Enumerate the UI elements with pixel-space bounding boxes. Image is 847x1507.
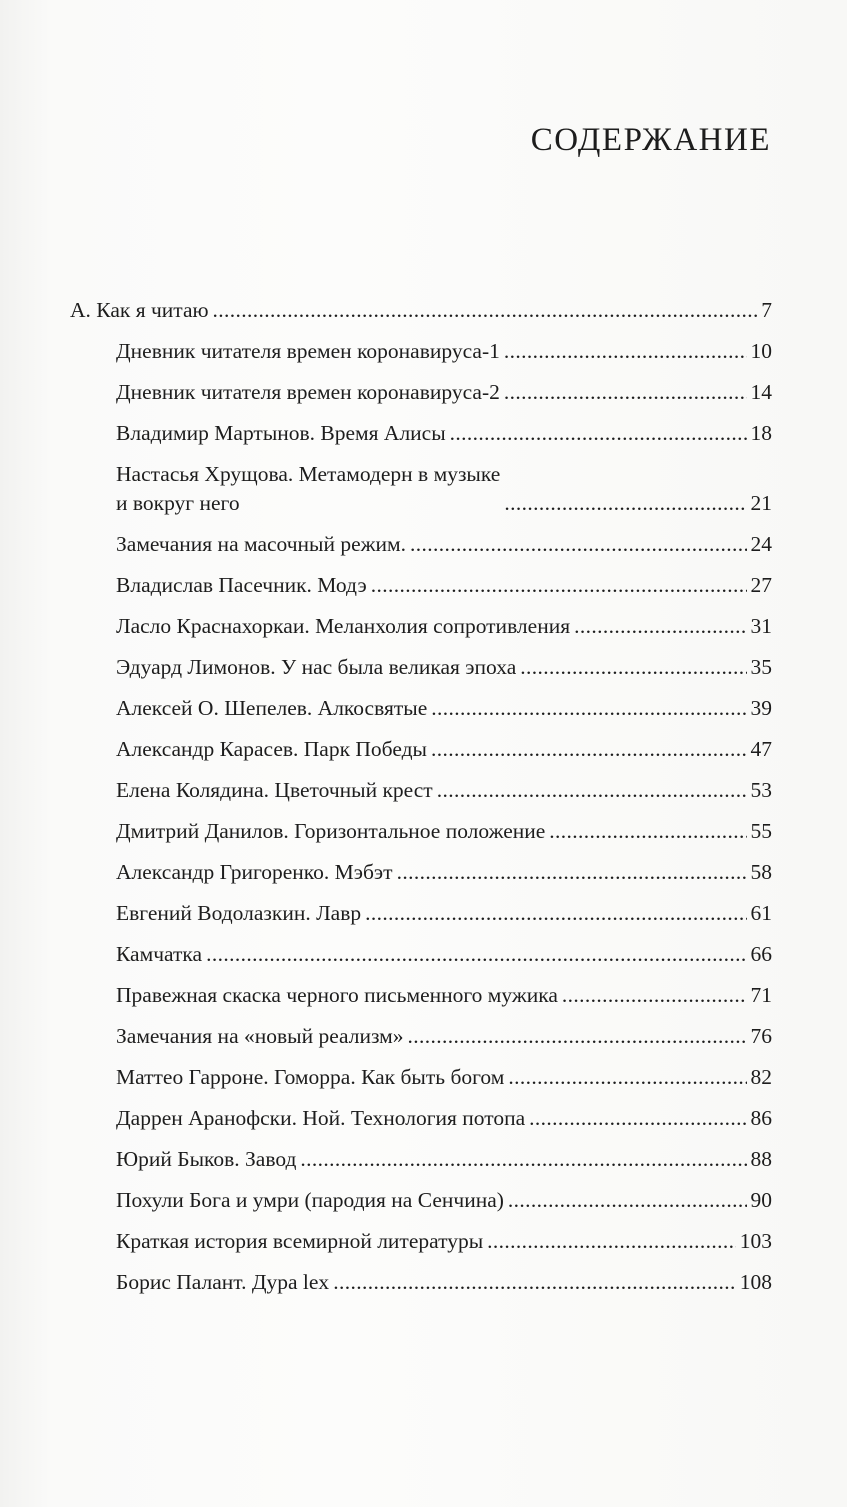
leader-dots: [333, 1268, 736, 1297]
page-title: СОДЕРЖАНИЕ: [530, 122, 771, 158]
toc-entry-page: 88: [750, 1147, 772, 1171]
toc-entry-page: 31: [750, 614, 772, 638]
toc-entry: [70, 419, 772, 448]
leader-dots: [504, 378, 747, 407]
toc-entry-title: Правежная скаска черного письменного мужика: [116, 983, 558, 1007]
leader-dots: [408, 1022, 747, 1051]
toc-entry: [70, 1227, 772, 1256]
toc-entry-page: 103: [739, 1229, 772, 1253]
toc-entry-title: Замечания на «новый реализм»: [116, 1024, 404, 1048]
table-of-contents: [70, 296, 772, 1309]
toc-entry: [70, 530, 772, 559]
toc-entry-page: 27: [750, 573, 772, 597]
leader-dots: [504, 337, 747, 366]
leader-dots: [206, 940, 746, 969]
leader-dots: [574, 612, 746, 641]
leader-dots: [410, 530, 747, 559]
toc-entry-page: 58: [750, 860, 772, 884]
toc-entry: [70, 1104, 772, 1133]
leader-dots: [300, 1145, 746, 1174]
leader-dots: [487, 1227, 736, 1256]
toc-entry-title: Маттео Гарроне. Гоморра. Как быть богом: [116, 1065, 505, 1089]
leader-dots: [213, 296, 758, 325]
toc-entry-title: [116, 460, 500, 518]
toc-entry-page: 21: [750, 491, 772, 515]
toc-entry: [70, 653, 772, 682]
toc-entry-page: 66: [750, 942, 772, 966]
toc-entry: [70, 899, 772, 928]
toc-entry-page: 61: [750, 901, 772, 925]
toc-entry: [70, 460, 772, 518]
toc-entry-page: 55: [750, 819, 772, 843]
leader-dots: [365, 899, 746, 928]
toc-entry: [70, 981, 772, 1010]
toc-entry-title: Даррен Аранофски. Ной. Технология потопа: [116, 1106, 526, 1130]
toc-entry-title: Елена Колядина. Цветочный крест: [116, 778, 433, 802]
toc-entry-page: 53: [750, 778, 772, 802]
toc-entry-page: 108: [739, 1270, 772, 1294]
toc-entry-page: 35: [750, 655, 772, 679]
toc-entry-title: Камчатка: [116, 942, 203, 966]
toc-entry-title: А. Как я читаю: [70, 298, 209, 322]
toc-entry: [70, 337, 772, 366]
toc-entry: [70, 571, 772, 600]
toc-entry: [70, 735, 772, 764]
leader-dots: [549, 817, 746, 846]
leader-dots: [520, 653, 746, 682]
leader-dots: [508, 1063, 746, 1092]
toc-entry-title: Алексей О. Шепелев. Алкосвятые: [116, 696, 428, 720]
toc-entry-title: Дмитрий Данилов. Горизонтальное положение: [116, 819, 546, 843]
toc-entry-title-line: Настасья Хрущова. Метамодерн в музыке: [116, 462, 501, 486]
toc-entry-page: 39: [750, 696, 772, 720]
toc-entry-page: 86: [750, 1106, 772, 1130]
toc-entry-title: Владимир Мартынов. Время Алисы: [116, 421, 446, 445]
toc-entry-title: Эдуард Лимонов. У нас была великая эпоха: [116, 655, 517, 679]
leader-dots: [371, 571, 747, 600]
toc-entry: [70, 940, 772, 969]
toc-entry: [70, 817, 772, 846]
toc-entry: [70, 1063, 772, 1092]
leader-dots: [431, 735, 747, 764]
toc-entry-page: 71: [750, 983, 772, 1007]
leader-dots: [529, 1104, 746, 1133]
toc-entry: [70, 694, 772, 723]
leader-dots: [431, 694, 746, 723]
toc-entry-title: Владислав Пасечник. Модэ: [116, 573, 367, 597]
toc-entry-page: 10: [750, 339, 772, 363]
toc-entry: [70, 296, 772, 325]
leader-dots: [437, 776, 747, 805]
toc-entry-page: 24: [750, 532, 772, 556]
toc-entry: [70, 1022, 772, 1051]
toc-entry-page: 47: [750, 737, 772, 761]
leader-dots: [504, 489, 746, 518]
toc-entry: [70, 858, 772, 887]
toc-entry-page: 82: [750, 1065, 772, 1089]
leader-dots: [562, 981, 747, 1010]
toc-entry-page: 7: [761, 298, 772, 322]
toc-entry-title: Борис Палант. Дура lex: [116, 1270, 330, 1294]
toc-entry-title: Замечания на масочный режим.: [116, 532, 406, 556]
toc-entry: [70, 1268, 772, 1297]
toc-entry-title: Александр Григоренко. Мэбэт: [116, 860, 393, 884]
toc-entry-page: 18: [750, 421, 772, 445]
toc-entry-title: Ласло Краснахоркаи. Меланхолия сопротивления: [116, 614, 571, 638]
toc-entry-title: Евгений Водолазкин. Лавр: [116, 901, 362, 925]
toc-entry-page: 76: [750, 1024, 772, 1048]
toc-entry-title: Александр Карасев. Парк Победы: [116, 737, 427, 761]
toc-entry-title: Похули Бога и умри (пародия на Сенчина): [116, 1188, 504, 1212]
toc-entry-title-line: и вокруг него: [116, 491, 240, 515]
toc-entry-title: Дневник читателя времен коронавируса-2: [116, 380, 500, 404]
leader-dots: [508, 1186, 747, 1215]
toc-entry: [70, 1186, 772, 1215]
toc-entry-page: 90: [750, 1188, 772, 1212]
leader-dots: [450, 419, 747, 448]
toc-entry-page: 14: [750, 380, 772, 404]
toc-entry: [70, 1145, 772, 1174]
toc-entry: [70, 378, 772, 407]
leader-dots: [397, 858, 747, 887]
toc-entry-title: Дневник читателя времен коронавируса-1: [116, 339, 500, 363]
toc-entry-title: Краткая история всемирной литературы: [116, 1229, 484, 1253]
toc-entry: [70, 776, 772, 805]
toc-entry: [70, 612, 772, 641]
toc-entry-title: Юрий Быков. Завод: [116, 1147, 297, 1171]
